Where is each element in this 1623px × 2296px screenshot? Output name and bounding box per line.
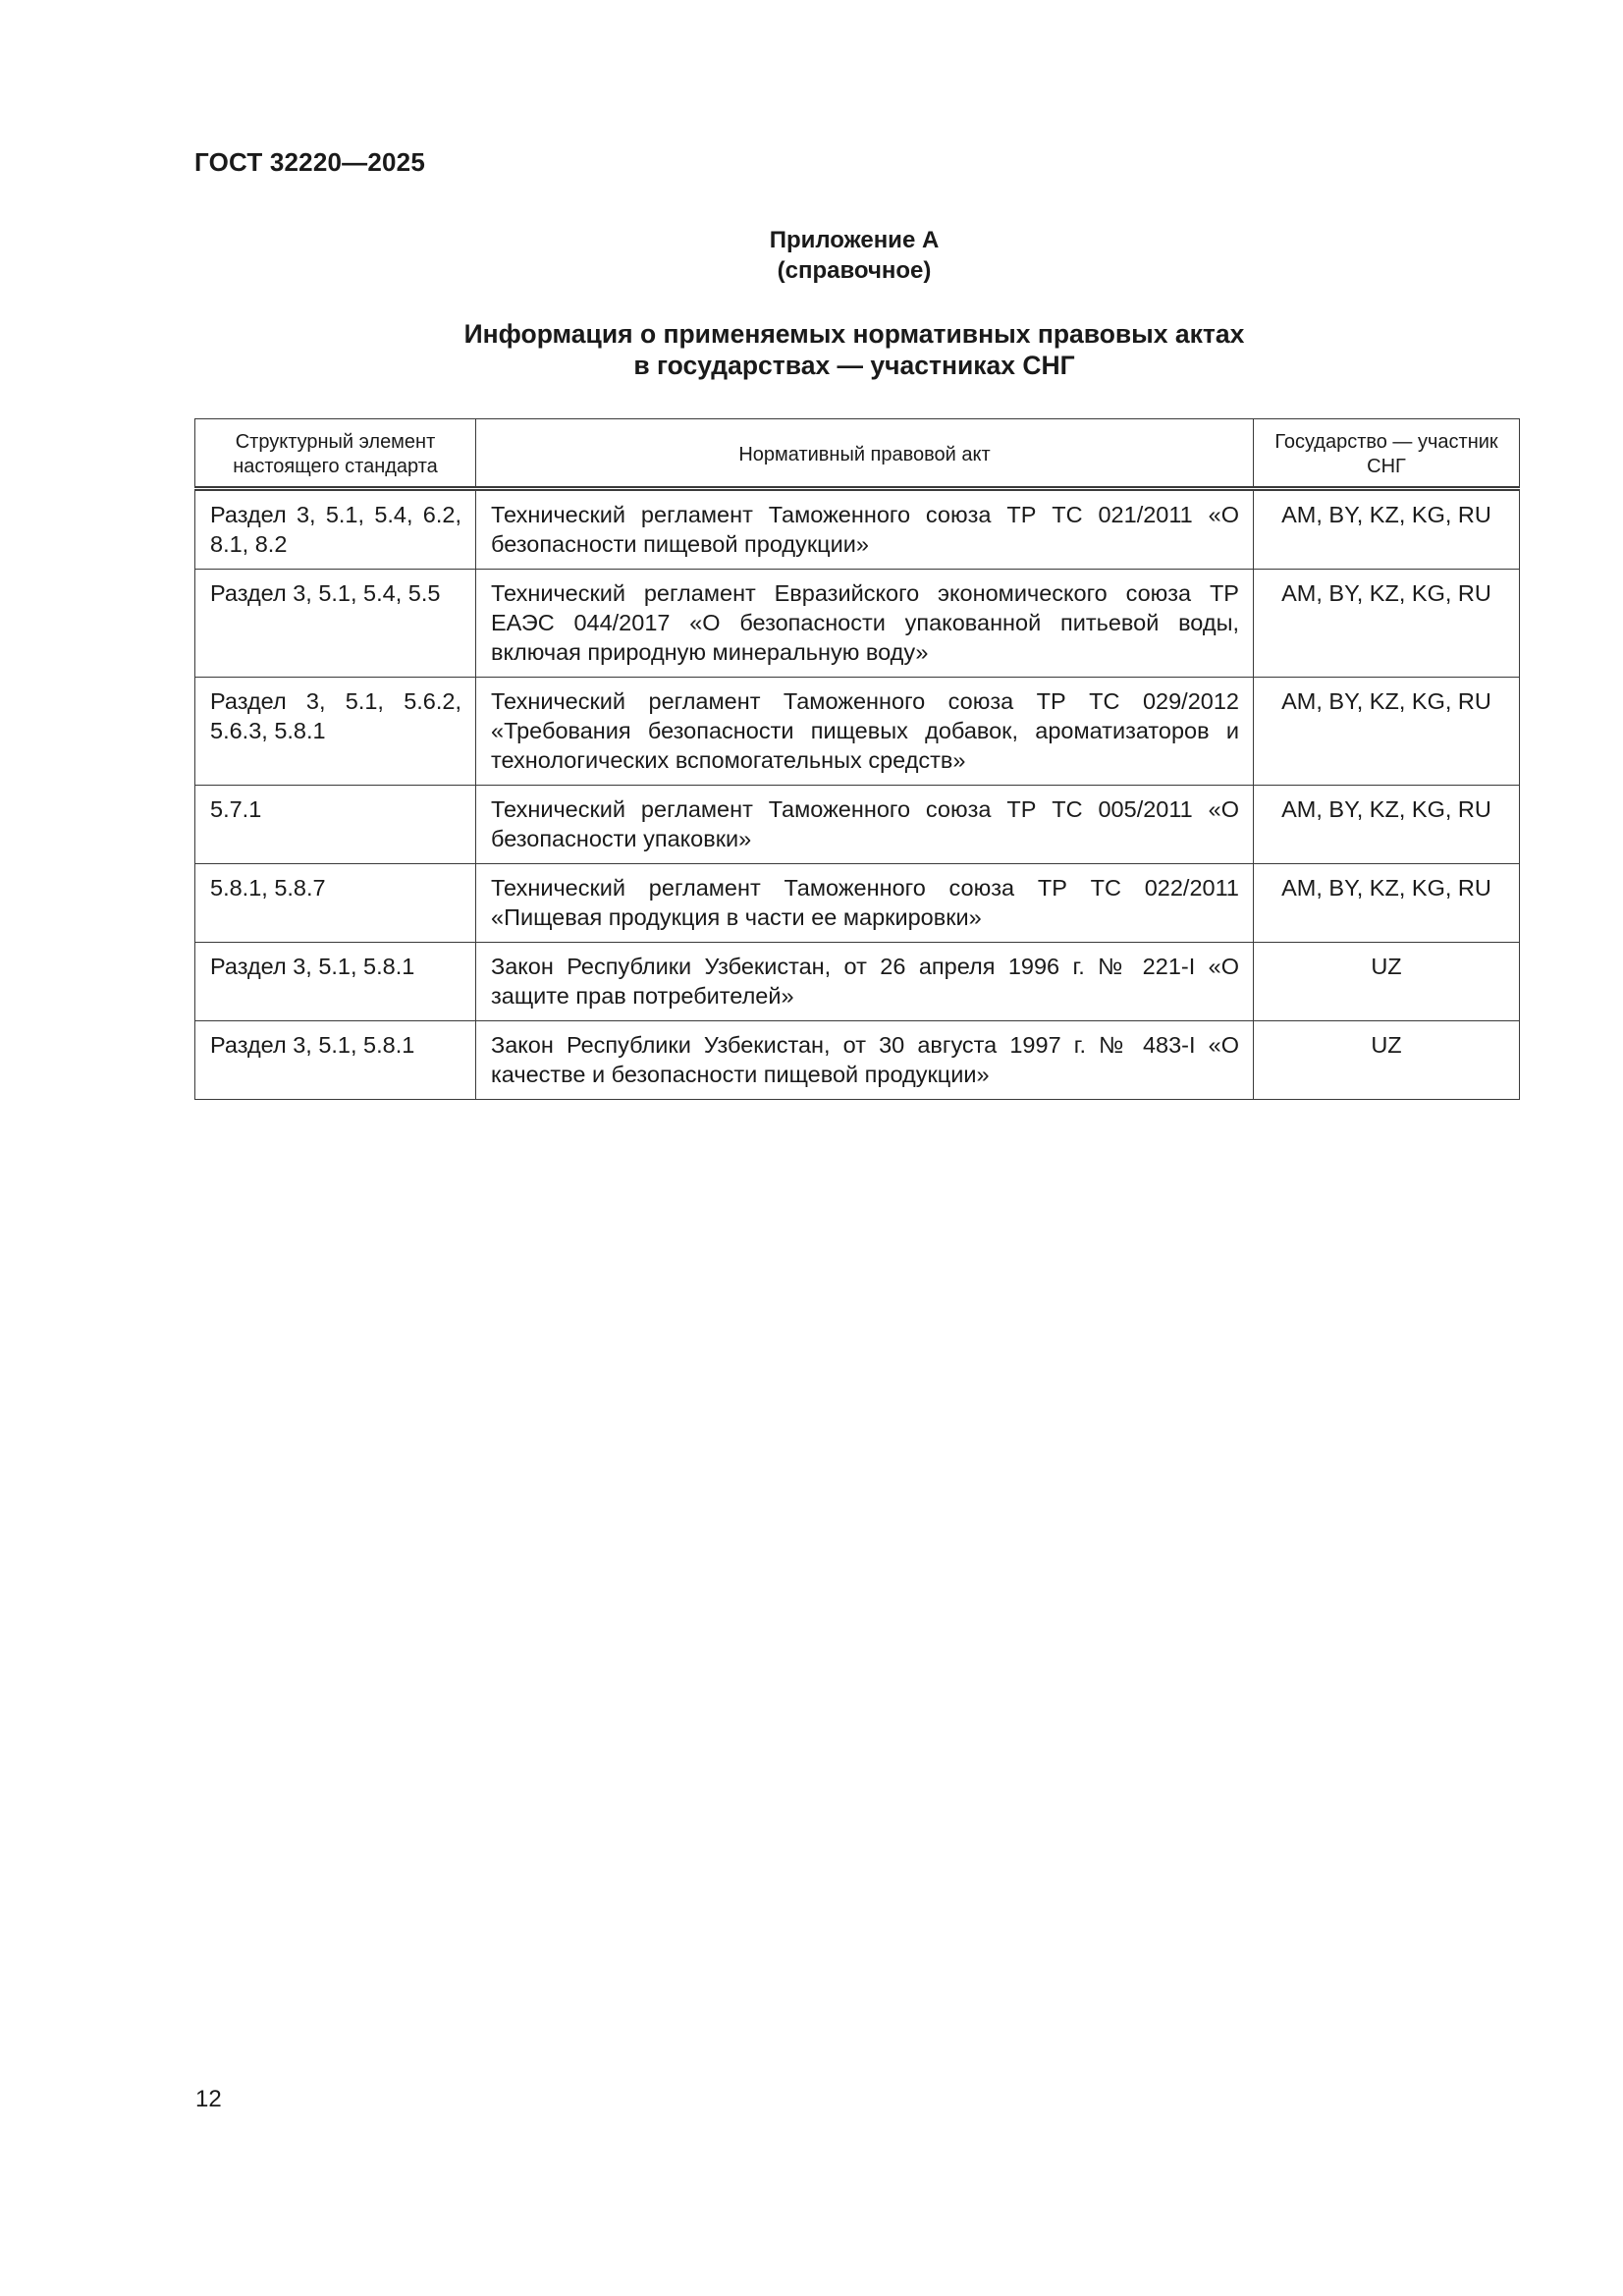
table-header-row [195, 419, 1520, 489]
table-row [195, 570, 1520, 678]
cell-member-states: AM, BY, KZ, KG, RU [1254, 489, 1520, 570]
cell-member-states: AM, BY, KZ, KG, RU [1254, 786, 1520, 864]
table-row [195, 864, 1520, 943]
cell-structural-element: Раздел 3, 5.1, 5.4, 5.5 [195, 570, 476, 678]
cell-member-states: AM, BY, KZ, KG, RU [1254, 864, 1520, 943]
appendix-heading [0, 225, 1623, 286]
cell-legal-act: Технический регламент Евразийского экономического союза ТР ЕАЭС 044/2017 «О безопасности упакованной питьевой воды, включая природную минеральную воду» [476, 570, 1254, 678]
cell-member-states: UZ [1254, 1021, 1520, 1100]
header-member-state: Государство — участник СНГ [1254, 419, 1520, 489]
cell-legal-act: Закон Республики Узбекистан, от 26 апреля 1996 г. № 221-I «О защите прав потребителей» [476, 943, 1254, 1021]
table-title [0, 318, 1623, 381]
cell-legal-act: Технический регламент Таможенного союза ТР ТС 005/2011 «О безопасности упаковки» [476, 786, 1254, 864]
table-header [195, 419, 1520, 489]
cell-member-states: AM, BY, KZ, KG, RU [1254, 570, 1520, 678]
page-number: 12 [195, 2086, 222, 2112]
cell-member-states: AM, BY, KZ, KG, RU [1254, 678, 1520, 786]
cell-structural-element: 5.7.1 [195, 786, 476, 864]
legal-acts-table-container [194, 418, 1519, 1100]
table-body [195, 489, 1520, 1100]
header-structural-element: Структурный элемент настоящего стандарта [195, 419, 476, 489]
cell-legal-act: Технический регламент Таможенного союза ТР ТС 029/2012 «Требования безопасности пищевых добавок, ароматизаторов и технологических вспомогательных средств» [476, 678, 1254, 786]
table-row [195, 678, 1520, 786]
cell-legal-act: Закон Республики Узбекистан, от 30 августа 1997 г. № 483-I «О качестве и безопасности пищевой продукции» [476, 1021, 1254, 1100]
cell-structural-element: Раздел 3, 5.1, 5.6.2, 5.6.3, 5.8.1 [195, 678, 476, 786]
appendix-kind: (справочное) [777, 257, 932, 284]
table-row [195, 943, 1520, 1021]
table-row [195, 786, 1520, 864]
header-legal-act: Нормативный правовой акт [476, 419, 1254, 489]
cell-legal-act: Технический регламент Таможенного союза ТР ТС 021/2011 «О безопасности пищевой продукции» [476, 489, 1254, 570]
table-title-line-2: в государствах — участниках СНГ [633, 351, 1075, 380]
document-code: ГОСТ 32220—2025 [194, 147, 425, 177]
legal-acts-table [194, 418, 1520, 1100]
cell-legal-act: Технический регламент Таможенного союза ТР ТС 022/2011 «Пищевая продукция в части ее маркировки» [476, 864, 1254, 943]
appendix-label: Приложение А [769, 227, 940, 253]
cell-structural-element: 5.8.1, 5.8.7 [195, 864, 476, 943]
table-row [195, 1021, 1520, 1100]
cell-structural-element: Раздел 3, 5.1, 5.4, 6.2, 8.1, 8.2 [195, 489, 476, 570]
cell-structural-element: Раздел 3, 5.1, 5.8.1 [195, 1021, 476, 1100]
table-row [195, 489, 1520, 570]
table-title-line-1: Информация о применяемых нормативных правовых актах [463, 319, 1245, 349]
cell-structural-element: Раздел 3, 5.1, 5.8.1 [195, 943, 476, 1021]
cell-member-states: UZ [1254, 943, 1520, 1021]
